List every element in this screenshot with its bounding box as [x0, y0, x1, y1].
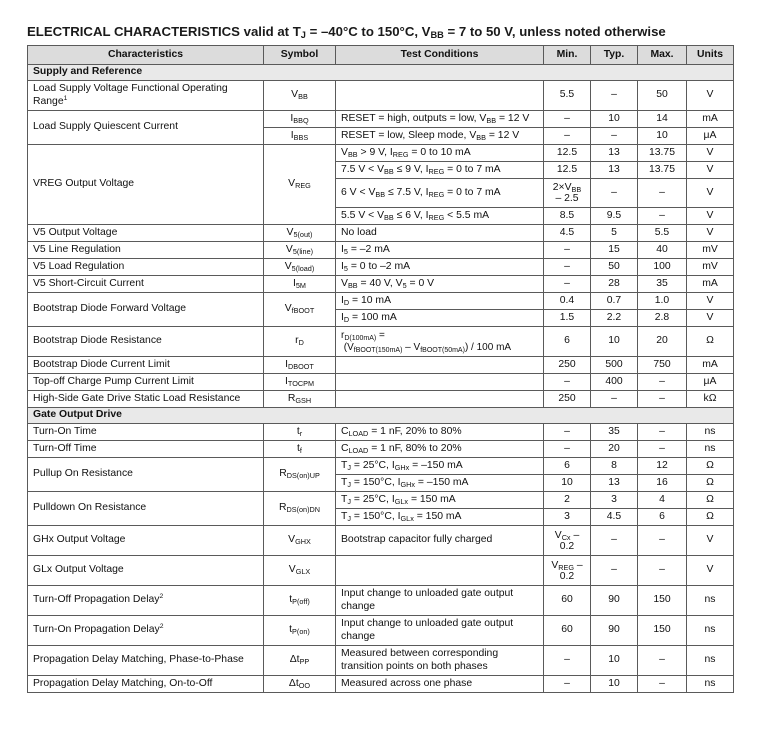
section-row [28, 408, 734, 424]
symbol-cell: $R_{DS(on)DN}$ [264, 492, 336, 526]
unit-cell: mA [687, 111, 734, 128]
max-cell: 1.0 [638, 293, 687, 310]
condition-cell [336, 357, 544, 374]
unit-cell: V [687, 310, 734, 327]
unit-cell: ns [687, 646, 734, 676]
min-cell: $V_{REG}$ – 0.2 [544, 556, 591, 586]
max-cell: – [638, 424, 687, 441]
char-cell: High-Side Gate Drive Static Load Resistance [28, 391, 264, 408]
min-cell: $2\times V_{BB}$ – 2.5 [544, 179, 591, 208]
section-row [28, 65, 734, 81]
char-cell: V5 Line Regulation [28, 242, 264, 259]
max-cell: 13.75 [638, 145, 687, 162]
typ-cell: 90 [591, 616, 638, 646]
unit-cell: mV [687, 259, 734, 276]
header-units: Units [687, 46, 734, 65]
char-cell: GHx Output Voltage [28, 526, 264, 556]
min-cell: – [544, 259, 591, 276]
unit-cell: V [687, 162, 734, 179]
condition-cell: $V_{BB} > 9$ V, $I_{REG} = 0$ to 10 mA [336, 145, 544, 162]
condition-cell: Input change to unloaded gate output change [336, 616, 544, 646]
header-symbol: Symbol [264, 46, 336, 65]
max-cell: 100 [638, 259, 687, 276]
condition-cell: $r_{D(100mA)}$ = $(V_{fBOOT(150mA)} - V_{fBOOT(50mA)}) / 100$ mA [336, 327, 544, 357]
char-cell: Bootstrap Diode Resistance [28, 327, 264, 357]
min-cell: 6 [544, 327, 591, 357]
condition-cell: $T_J = 25^\circ C$, $I_{GLx} = 150$ mA [336, 492, 544, 509]
table-row [28, 293, 734, 310]
unit-cell: V [687, 293, 734, 310]
condition-cell: $C_{LOAD} = 1$ nF, 80% to 20% [336, 441, 544, 458]
condition-cell: Input change to unloaded gate output change [336, 586, 544, 616]
symbol-cell: $t_{P(on)}$ [264, 616, 336, 646]
header-typ: Typ. [591, 46, 638, 65]
symbol-cell: $V_{fBOOT}$ [264, 293, 336, 327]
typ-cell: – [591, 81, 638, 111]
unit-cell: V [687, 225, 734, 242]
max-cell: – [638, 179, 687, 208]
typ-cell: 15 [591, 242, 638, 259]
typ-cell: 10 [591, 111, 638, 128]
char-cell: Propagation Delay Matching, On-to-Off [28, 676, 264, 693]
min-cell: 12.5 [544, 162, 591, 179]
table-row [28, 145, 734, 162]
typ-cell: 5 [591, 225, 638, 242]
char-cell: Turn-On Propagation Delay$^2$ [28, 616, 264, 646]
max-cell: 35 [638, 276, 687, 293]
table-row [28, 111, 734, 128]
section-gate-output-drive: Gate Output Drive [28, 408, 734, 424]
max-cell: – [638, 676, 687, 693]
typ-cell: 400 [591, 374, 638, 391]
typ-cell: 35 [591, 424, 638, 441]
max-cell: – [638, 556, 687, 586]
min-cell: 3 [544, 509, 591, 526]
condition-cell: $T_J = 25^\circ C$, $I_{GHx} = -150$ mA [336, 458, 544, 475]
table-row [28, 81, 734, 111]
symbol-cell: $\Delta t_{OO}$ [264, 676, 336, 693]
symbol-cell: $V_{5(out)}$ [264, 225, 336, 242]
unit-cell: ns [687, 424, 734, 441]
min-cell: – [544, 374, 591, 391]
typ-cell: 2.2 [591, 310, 638, 327]
section-supply-reference: Supply and Reference [28, 65, 734, 81]
symbol-cell: $\Delta t_{PP}$ [264, 646, 336, 676]
condition-cell: 6 $V < V_{BB} \le 7.5$ V, $I_{REG} = 0$ to 7 mA [336, 179, 544, 208]
table-row [28, 676, 734, 693]
min-cell: 0.4 [544, 293, 591, 310]
min-cell: 60 [544, 586, 591, 616]
min-cell: 8.5 [544, 208, 591, 225]
char-cell: V5 Load Regulation [28, 259, 264, 276]
char-cell: Turn-On Time [28, 424, 264, 441]
condition-cell: $I_5 = 0$ to –2 mA [336, 259, 544, 276]
typ-cell: 20 [591, 441, 638, 458]
symbol-cell: $t_f$ [264, 441, 336, 458]
symbol-cell: $V_{GLX}$ [264, 556, 336, 586]
typ-cell: – [591, 128, 638, 145]
char-cell: Top-off Charge Pump Current Limit [28, 374, 264, 391]
unit-cell: Ω [687, 492, 734, 509]
max-cell: 40 [638, 242, 687, 259]
typ-cell: 13 [591, 162, 638, 179]
typ-cell: 10 [591, 646, 638, 676]
max-cell: 150 [638, 586, 687, 616]
max-cell: 16 [638, 475, 687, 492]
min-cell: – [544, 441, 591, 458]
symbol-cell: $r_D$ [264, 327, 336, 357]
min-cell: 10 [544, 475, 591, 492]
unit-cell: ns [687, 676, 734, 693]
electrical-characteristics-table [27, 45, 734, 693]
min-cell: – [544, 276, 591, 293]
char-cell: Pullup On Resistance [28, 458, 264, 492]
unit-cell: μA [687, 374, 734, 391]
condition-cell: Measured across one phase [336, 676, 544, 693]
symbol-cell: $V_{5(load)}$ [264, 259, 336, 276]
max-cell: – [638, 441, 687, 458]
unit-cell: Ω [687, 327, 734, 357]
symbol-cell: $t_{P(off)}$ [264, 586, 336, 616]
condition-cell: $C_{LOAD} = 1$ nF, 20% to 80% [336, 424, 544, 441]
char-cell: GLx Output Voltage [28, 556, 264, 586]
table-row [28, 586, 734, 616]
min-cell: – [544, 646, 591, 676]
table-row [28, 357, 734, 374]
unit-cell: V [687, 208, 734, 225]
max-cell: – [638, 646, 687, 676]
header-row [28, 46, 734, 65]
condition-cell [336, 374, 544, 391]
unit-cell: ns [687, 616, 734, 646]
min-cell: 6 [544, 458, 591, 475]
max-cell: 750 [638, 357, 687, 374]
min-cell: $V_{Cx}$ – 0.2 [544, 526, 591, 556]
max-cell: 4 [638, 492, 687, 509]
min-cell: – [544, 424, 591, 441]
min-cell: 4.5 [544, 225, 591, 242]
typ-cell: 13 [591, 145, 638, 162]
unit-cell: mA [687, 357, 734, 374]
max-cell: 5.5 [638, 225, 687, 242]
typ-cell: 9.5 [591, 208, 638, 225]
max-cell: 10 [638, 128, 687, 145]
typ-cell: – [591, 391, 638, 408]
table-title: ELECTRICAL CHARACTERISTICS valid at $T_J = -40^\circ C$ to 150°C, $V_{BB} = 7$ to 50 V, unless noted otherwise [27, 24, 666, 40]
table-row [28, 616, 734, 646]
condition-cell: $V_{BB} = 40$ V, $V_5 = 0$ V [336, 276, 544, 293]
char-cell: Pulldown On Resistance [28, 492, 264, 526]
condition-cell: $T_J = 150^\circ C$, $I_{GLx} = 150$ mA [336, 509, 544, 526]
table-row [28, 374, 734, 391]
unit-cell: μA [687, 128, 734, 145]
condition-cell: RESET = high, outputs = low, $V_{BB} = 12$ V [336, 111, 544, 128]
max-cell: 2.8 [638, 310, 687, 327]
header-max: Max. [638, 46, 687, 65]
typ-cell: 28 [591, 276, 638, 293]
table-row [28, 242, 734, 259]
typ-cell: – [591, 556, 638, 586]
max-cell: – [638, 391, 687, 408]
typ-cell: 4.5 [591, 509, 638, 526]
max-cell: – [638, 374, 687, 391]
symbol-cell: $V_{GHX}$ [264, 526, 336, 556]
symbol-cell: $I_{TOCPM}$ [264, 374, 336, 391]
unit-cell: mV [687, 242, 734, 259]
table-row [28, 391, 734, 408]
max-cell: 50 [638, 81, 687, 111]
symbol-cell: $I_{DBOOT}$ [264, 357, 336, 374]
min-cell: 60 [544, 616, 591, 646]
condition-cell: 7.5 $V < V_{BB} \le 9$ V, $I_{REG} = 0$ to 7 mA [336, 162, 544, 179]
unit-cell: ns [687, 586, 734, 616]
min-cell: – [544, 242, 591, 259]
table-row [28, 259, 734, 276]
min-cell: – [544, 676, 591, 693]
symbol-cell: $R_{DS(on)UP}$ [264, 458, 336, 492]
max-cell: 6 [638, 509, 687, 526]
min-cell: – [544, 111, 591, 128]
condition-cell: RESET = low, Sleep mode, $V_{BB} = 12$ V [336, 128, 544, 145]
header-characteristics: Characteristics [28, 46, 264, 65]
min-cell: 2 [544, 492, 591, 509]
max-cell: – [638, 208, 687, 225]
condition-cell: $T_J = 150^\circ C$, $I_{GHx} = -150$ mA [336, 475, 544, 492]
char-cell: Bootstrap Diode Forward Voltage [28, 293, 264, 327]
condition-cell: No load [336, 225, 544, 242]
min-cell: 1.5 [544, 310, 591, 327]
min-cell: 250 [544, 391, 591, 408]
typ-cell: 3 [591, 492, 638, 509]
symbol-cell: $V_{REG}$ [264, 145, 336, 225]
condition-cell: $I_5 = -2$ mA [336, 242, 544, 259]
min-cell: 250 [544, 357, 591, 374]
symbol-cell: $I_{BBQ}$ [264, 111, 336, 128]
unit-cell: Ω [687, 509, 734, 526]
min-cell: 12.5 [544, 145, 591, 162]
symbol-cell: $R_{GSH}$ [264, 391, 336, 408]
table-row [28, 556, 734, 586]
unit-cell: V [687, 81, 734, 111]
condition-cell: 5.5 $V < V_{BB} \le 6$ V, $I_{REG} < 5.5$ mA [336, 208, 544, 225]
typ-cell: 50 [591, 259, 638, 276]
char-cell: V5 Short-Circuit Current [28, 276, 264, 293]
max-cell: 14 [638, 111, 687, 128]
max-cell: – [638, 526, 687, 556]
unit-cell: ns [687, 441, 734, 458]
char-cell: Propagation Delay Matching, Phase-to-Phase [28, 646, 264, 676]
table-row [28, 225, 734, 242]
table-row [28, 441, 734, 458]
char-cell: Load Supply Voltage Functional Operating Range$^1$ [28, 81, 264, 111]
unit-cell: Ω [687, 458, 734, 475]
table-row [28, 458, 734, 475]
max-cell: 20 [638, 327, 687, 357]
condition-cell [336, 391, 544, 408]
typ-cell: – [591, 179, 638, 208]
condition-cell: $I_D = 100$ mA [336, 310, 544, 327]
max-cell: 13.75 [638, 162, 687, 179]
min-cell: 5.5 [544, 81, 591, 111]
char-cell: Bootstrap Diode Current Limit [28, 357, 264, 374]
unit-cell: V [687, 179, 734, 208]
table-row [28, 424, 734, 441]
typ-cell: – [591, 526, 638, 556]
table-row [28, 646, 734, 676]
table-row [28, 276, 734, 293]
unit-cell: kΩ [687, 391, 734, 408]
table-row [28, 526, 734, 556]
max-cell: 150 [638, 616, 687, 646]
unit-cell: mA [687, 276, 734, 293]
unit-cell: V [687, 145, 734, 162]
char-cell: V5 Output Voltage [28, 225, 264, 242]
max-cell: 12 [638, 458, 687, 475]
unit-cell: V [687, 526, 734, 556]
condition-cell [336, 81, 544, 111]
char-cell: Turn-Off Propagation Delay$^2$ [28, 586, 264, 616]
typ-cell: 10 [591, 676, 638, 693]
typ-cell: 13 [591, 475, 638, 492]
table-row [28, 327, 734, 357]
symbol-cell: $V_{BB}$ [264, 81, 336, 111]
typ-cell: 8 [591, 458, 638, 475]
header-min: Min. [544, 46, 591, 65]
char-cell: Turn-Off Time [28, 441, 264, 458]
datasheet-page [27, 0, 733, 693]
condition-cell [336, 556, 544, 586]
symbol-cell: $I_{BBS}$ [264, 128, 336, 145]
condition-cell: Measured between corresponding transition points on both phases [336, 646, 544, 676]
unit-cell: Ω [687, 475, 734, 492]
symbol-cell: $t_r$ [264, 424, 336, 441]
table-row [28, 492, 734, 509]
typ-cell: 0.7 [591, 293, 638, 310]
condition-cell: Bootstrap capacitor fully charged [336, 526, 544, 556]
min-cell: – [544, 128, 591, 145]
condition-cell: $I_D = 10$ mA [336, 293, 544, 310]
typ-cell: 500 [591, 357, 638, 374]
unit-cell: V [687, 556, 734, 586]
symbol-cell: $I_{5M}$ [264, 276, 336, 293]
symbol-cell: $V_{5(line)}$ [264, 242, 336, 259]
char-cell: VREG Output Voltage [28, 145, 264, 225]
typ-cell: 90 [591, 586, 638, 616]
char-cell: Load Supply Quiescent Current [28, 111, 264, 145]
header-test-conditions: Test Conditions [336, 46, 544, 65]
typ-cell: 10 [591, 327, 638, 357]
